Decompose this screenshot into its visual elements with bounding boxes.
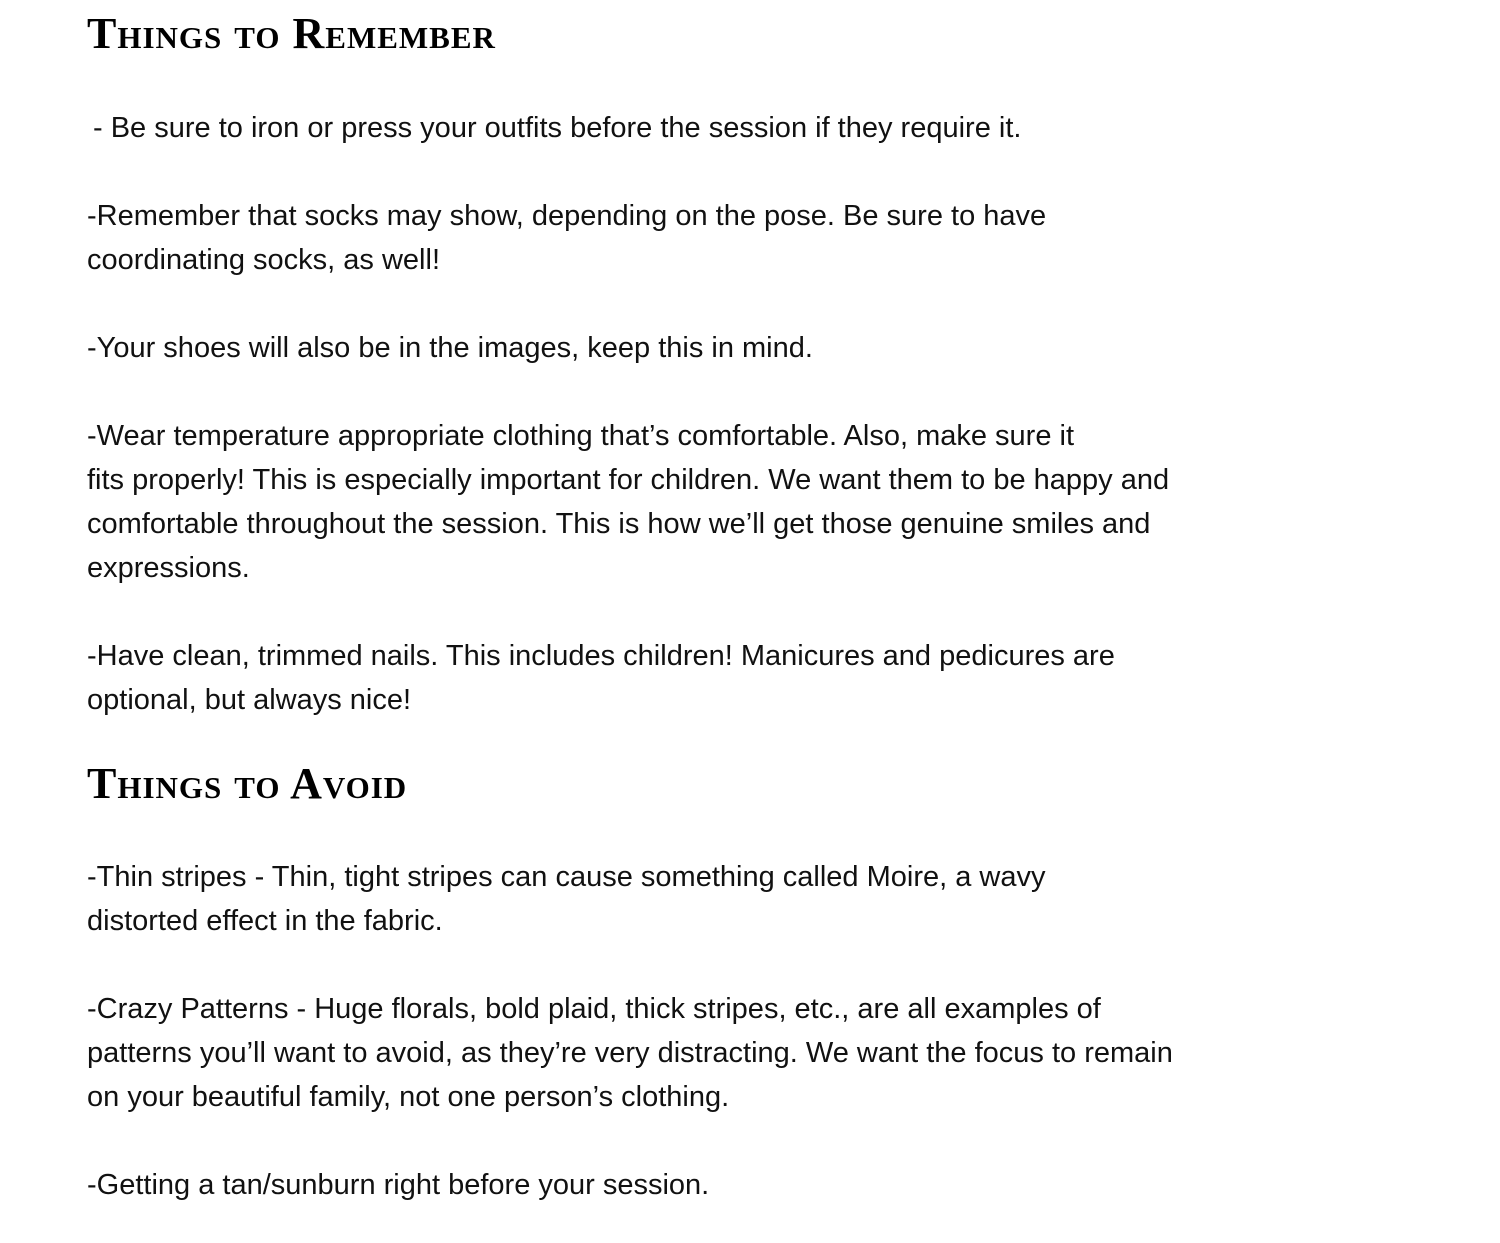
text-line: -Getting a tan/sunburn right before your session. [87,1169,710,1201]
text-line: -Remember that socks may show, depending on the pose. Be sure to have [87,200,1047,232]
avoid-item-crazy-patterns [87,987,1387,1119]
remember-item-iron [87,106,1387,150]
text-line: coordinating socks, as well! [87,244,440,276]
text-line: optional, but always nice! [87,684,412,716]
avoid-item-tan [87,1163,1387,1207]
text-line: -Wear temperature appropriate clothing that’s comfortable. Also, make sure it [87,420,1075,452]
text-line: expressions. [87,552,250,584]
text-line: comfortable throughout the session. This is how we’ll get those genuine smiles and [87,508,1151,540]
heading-things-to-avoid: Things to Avoid [87,759,408,808]
text-line: on your beautiful family, not one person’s clothing. [87,1081,730,1113]
text-line: -Crazy Patterns - Huge florals, bold plaid, thick stripes, etc., are all examples of [87,993,1101,1025]
avoid-item-thin-stripes [87,855,1387,943]
remember-item-socks [87,194,1387,282]
text-line: distorted effect in the fabric. [87,905,443,937]
remember-item-nails [87,634,1387,722]
text-line: patterns you’ll want to avoid, as they’re very distracting. We want the focus to remain [87,1037,1173,1069]
heading-things-to-remember: Things to Remember [87,9,496,58]
text-line: -Your shoes will also be in the images, keep this in mind. [87,332,813,364]
text-line: fits properly! This is especially important for children. We want them to be happy and [87,464,1170,496]
text-line: - Be sure to iron or press your outfits before the session if they require it. [93,112,1022,144]
remember-item-clothing [87,414,1387,590]
remember-item-shoes [87,326,1387,370]
text-line: -Have clean, trimmed nails. This includes children! Manicures and pedicures are [87,640,1115,672]
text-line: -Thin stripes - Thin, tight stripes can cause something called Moire, a wavy [87,861,1046,893]
